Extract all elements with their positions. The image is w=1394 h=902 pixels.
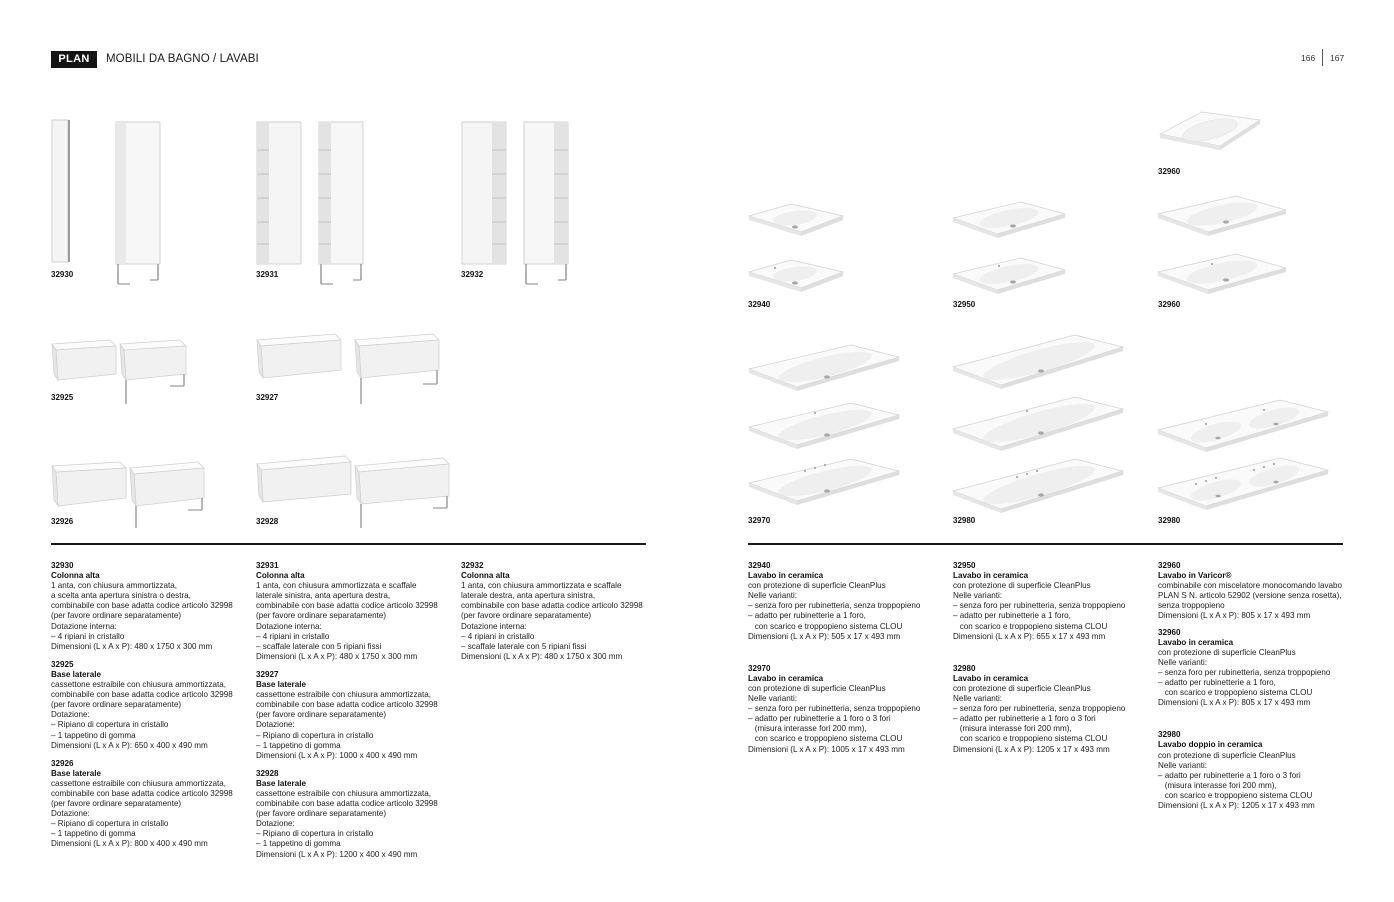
description-line: combinabile con base adatta codice articolo 32998 — [51, 601, 233, 611]
image-label: 32970 — [748, 516, 771, 525]
product-image-32927 — [255, 330, 445, 410]
image-label: 32960 — [1158, 167, 1181, 176]
section-divider-right — [748, 543, 1343, 545]
description-line: combinabile con base adatta codice articolo 32998 — [256, 601, 438, 611]
description-line: con scarico e troppopieno sistema CLOU — [953, 734, 1108, 744]
description-column — [953, 561, 1148, 777]
description-line: Nelle varianti: — [1158, 760, 1208, 770]
image-label: 32940 — [748, 300, 771, 309]
product-image-32980-double — [1156, 398, 1332, 516]
description-line: combinabile con base adatta codice articolo 32998 — [51, 788, 233, 798]
product-description — [1158, 628, 1353, 709]
product-name: Lavabo in ceramica — [1158, 637, 1234, 647]
page-number-left: 166 — [1301, 53, 1316, 63]
product-code: 32927 — [256, 669, 279, 679]
description-line: (per favore ordinare separatamente) — [51, 611, 182, 621]
description-line: con protezione di superficie CleanPlus — [1158, 647, 1296, 657]
page-title: MOBILI DA BAGNO / LAVABI — [106, 53, 259, 65]
description-line: – adatto per rubinetterie a 1 foro o 3 fori — [953, 714, 1096, 724]
description-line: con scarico e troppopieno sistema CLOU — [1158, 790, 1313, 800]
description-line: – Ripiano di copertura in cristallo — [256, 829, 374, 839]
description-line: (misura interasse fori 200 mm), — [1158, 780, 1277, 790]
description-line: – adatto per rubinetterie a 1 foro, — [953, 611, 1071, 621]
description-line: combinabile con base adatta codice articolo 32998 — [256, 700, 438, 710]
product-code: 32926 — [51, 758, 74, 768]
description-line: combinabile con base adatta codice articolo 32998 — [256, 799, 438, 809]
description-line: (per favore ordinare separatamente) — [51, 799, 182, 809]
description-line: (misura interasse fori 200 mm), — [953, 724, 1072, 734]
product-name: Base laterale — [51, 768, 101, 778]
product-description — [1158, 561, 1353, 622]
description-line: Dimensioni (L x A x P): 1005 x 17 x 493 mm — [748, 744, 905, 754]
product-code: 32932 — [461, 561, 484, 570]
description-line: Dotazione: — [51, 710, 90, 720]
description-line: – 1 tappetino di gomma — [256, 740, 341, 750]
product-code: 32931 — [256, 561, 279, 570]
product-name: Lavabo in Varicor® — [1158, 571, 1232, 581]
description-line: Nelle varianti: — [953, 694, 1003, 704]
description-line: 1 anta, con chiusura ammortizzata e scaffale — [256, 581, 417, 591]
product-name: Lavabo in ceramica — [953, 673, 1029, 683]
description-line: (misura interasse fori 200 mm), — [748, 724, 867, 734]
description-line: – scaffale laterale con 5 ripiani fissi — [461, 641, 587, 651]
description-line: – Ripiano di copertura in cristallo — [51, 720, 169, 730]
product-name: Base laterale — [51, 669, 101, 679]
product-name: Base laterale — [256, 778, 306, 788]
description-line: cassettone estraibile con chiusura ammortizzata, — [256, 690, 431, 700]
description-line: Dimensioni (L x A x P): 650 x 400 x 490 mm — [51, 740, 208, 750]
description-line: Dimensioni (L x A x P): 1205 x 17 x 493 mm — [1158, 800, 1315, 810]
product-name: Colonna alta — [461, 571, 510, 581]
description-line: – scaffale laterale con 5 ripiani fissi — [256, 641, 382, 651]
image-label: 32926 — [51, 517, 74, 526]
product-code: 32928 — [256, 768, 279, 778]
description-column — [1158, 561, 1353, 819]
description-line: (per favore ordinare separatamente) — [51, 700, 182, 710]
description-line: Dimensioni (L x A x P): 480 x 1750 x 300 mm — [256, 651, 418, 661]
product-name: Lavabo in ceramica — [748, 571, 824, 581]
description-line: con scarico e troppopieno sistema CLOU — [748, 734, 903, 744]
description-line: – 1 tappetino di gomma — [256, 839, 341, 849]
description-line: – senza foro per rubinetteria, senza troppopieno — [1158, 667, 1331, 677]
description-line: – 4 ripiani in cristallo — [461, 631, 535, 641]
product-description — [1158, 730, 1353, 811]
image-label: 32930 — [51, 270, 74, 279]
product-name: Lavabo doppio in ceramica — [1158, 740, 1263, 750]
description-line: – adatto per rubinetterie a 1 foro o 3 fori — [1158, 770, 1301, 780]
description-line: – senza foro per rubinetteria, senza troppopieno — [748, 601, 921, 611]
product-code: 32940 — [748, 561, 771, 570]
product-image-32940 — [747, 202, 847, 297]
description-line: PLAN S N. articolo 52902 (versione senza rosetta), — [1158, 591, 1342, 601]
image-label: 32950 — [953, 300, 976, 309]
product-description — [256, 769, 451, 860]
image-label: 32925 — [51, 393, 74, 402]
description-line: – senza foro per rubinetteria, senza troppopieno — [953, 704, 1126, 714]
description-line: Dotazione interna: — [256, 621, 322, 631]
product-description — [953, 561, 1148, 642]
description-line: con scarico e troppopieno sistema CLOU — [1158, 688, 1313, 698]
description-column — [748, 561, 943, 777]
description-column — [51, 561, 246, 858]
product-code: 32960 — [1158, 561, 1181, 570]
description-line: cassettone estraibile con chiusura ammortizzata, — [51, 778, 226, 788]
product-image-32950 — [951, 200, 1071, 297]
product-image-32931 — [255, 118, 370, 288]
description-line: Nelle varianti: — [1158, 657, 1208, 667]
description-line: Dimensioni (L x A x P): 805 x 17 x 493 mm — [1158, 611, 1311, 621]
product-image-32970 — [747, 343, 902, 515]
description-line: Dotazione: — [256, 819, 295, 829]
description-line: cassettone estraibile con chiusura ammortizzata, — [256, 788, 431, 798]
page-number-right: 167 — [1330, 53, 1345, 63]
product-description — [748, 561, 943, 642]
product-code: 32960 — [1158, 627, 1181, 637]
product-image-32980 — [951, 333, 1127, 515]
description-line: laterale sinistra, anta apertura destra, — [256, 591, 391, 601]
description-line: (per favore ordinare separatamente) — [256, 809, 387, 819]
product-image-32960 — [1156, 194, 1291, 298]
description-line: con scarico e troppopieno sistema CLOU — [748, 621, 903, 631]
product-image-32926 — [50, 458, 210, 533]
description-line: con protezione di superficie CleanPlus — [953, 581, 1091, 591]
description-line: – senza foro per rubinetteria, senza troppopieno — [953, 601, 1126, 611]
description-line: senza troppopieno — [1158, 601, 1225, 611]
product-image-32932 — [460, 118, 575, 288]
description-line: Dotazione: — [256, 720, 295, 730]
image-label: 32980 — [1158, 516, 1181, 525]
page-number-divider — [1322, 49, 1323, 66]
brand-badge: PLAN — [51, 51, 97, 68]
image-label: 32980 — [953, 516, 976, 525]
product-name: Lavabo in ceramica — [748, 673, 824, 683]
description-line: con protezione di superficie CleanPlus — [1158, 750, 1296, 760]
description-line: Dimensioni (L x A x P): 1205 x 17 x 493 mm — [953, 744, 1110, 754]
image-label: 32960 — [1158, 300, 1181, 309]
image-label: 32927 — [256, 393, 279, 402]
description-line: Nelle varianti: — [748, 694, 798, 704]
product-description — [461, 561, 656, 662]
product-description — [51, 561, 246, 652]
product-name: Base laterale — [256, 680, 306, 690]
description-line: (per favore ordinare separatamente) — [256, 611, 387, 621]
description-line: – 4 ripiani in cristallo — [51, 631, 125, 641]
description-line: – Ripiano di copertura in cristallo — [51, 819, 169, 829]
description-line: – adatto per rubinetterie a 1 foro, — [1158, 678, 1276, 688]
product-code: 32930 — [51, 561, 74, 570]
description-line: – adatto per rubinetterie a 1 foro o 3 fori — [748, 714, 891, 724]
description-line: a scelta anta apertura sinistra o destra, — [51, 591, 191, 601]
product-description — [256, 561, 451, 662]
description-line: 1 anta, con chiusura ammortizzata e scaffale — [461, 581, 622, 591]
product-code: 32950 — [953, 561, 976, 570]
product-description — [51, 660, 246, 751]
product-name: Colonna alta — [51, 571, 100, 581]
description-line: combinabile con miscelatore monocomando lavabo — [1158, 581, 1343, 591]
description-line: (per favore ordinare separatamente) — [461, 611, 592, 621]
product-name: Lavabo in ceramica — [953, 571, 1029, 581]
description-line: con scarico e troppopieno sistema CLOU — [953, 621, 1108, 631]
product-code: 32925 — [51, 659, 74, 669]
description-column — [256, 561, 451, 868]
product-description — [256, 670, 451, 761]
description-line: Dotazione interna: — [51, 621, 117, 631]
image-label: 32931 — [256, 270, 279, 279]
description-line: cassettone estraibile con chiusura ammortizzata, — [51, 680, 226, 690]
product-code: 32980 — [953, 663, 976, 673]
description-line: laterale destra, anta apertura sinistra, — [461, 591, 596, 601]
description-line: – 1 tappetino di gomma — [51, 829, 136, 839]
description-line: Dimensioni (L x A x P): 1000 x 400 x 490 mm — [256, 750, 418, 760]
image-label: 32928 — [256, 517, 279, 526]
description-line: Dotazione interna: — [461, 621, 527, 631]
image-label: 32932 — [461, 270, 484, 279]
description-line: Dimensioni (L x A x P): 1200 x 400 x 490 mm — [256, 849, 418, 859]
product-description — [953, 664, 1148, 755]
description-line: con protezione di superficie CleanPlus — [953, 683, 1091, 693]
description-line: con protezione di superficie CleanPlus — [748, 683, 886, 693]
product-image-32930 — [50, 118, 165, 288]
description-line: – 1 tappetino di gomma — [51, 730, 136, 740]
description-line: Dimensioni (L x A x P): 655 x 17 x 493 mm — [953, 631, 1106, 641]
description-line: – Ripiano di copertura in cristallo — [256, 730, 374, 740]
product-code: 32970 — [748, 663, 771, 673]
description-line: – adatto per rubinetterie a 1 foro, — [748, 611, 866, 621]
product-description — [748, 664, 943, 755]
description-line: combinabile con base adatta codice articolo 32998 — [461, 601, 643, 611]
description-line: Dimensioni (L x A x P): 480 x 1750 x 300 mm — [51, 641, 213, 651]
description-line: con protezione di superficie CleanPlus — [748, 581, 886, 591]
description-column — [461, 561, 656, 670]
description-line: – 4 ripiani in cristallo — [256, 631, 330, 641]
description-line: Dotazione: — [51, 809, 90, 819]
description-line: Dimensioni (L x A x P): 800 x 400 x 490 mm — [51, 839, 208, 849]
section-divider-left — [51, 543, 646, 545]
description-line: Dimensioni (L x A x P): 480 x 1750 x 300 mm — [461, 651, 623, 661]
description-line: Nelle varianti: — [748, 591, 798, 601]
description-line: Dimensioni (L x A x P): 805 x 17 x 493 mm — [1158, 698, 1311, 708]
description-line: – senza foro per rubinetteria, senza troppopieno — [748, 704, 921, 714]
description-line: 1 anta, con chiusura ammortizzata, — [51, 581, 177, 591]
description-line: combinabile con base adatta codice articolo 32998 — [51, 690, 233, 700]
description-line: Dimensioni (L x A x P): 505 x 17 x 493 mm — [748, 631, 901, 641]
product-name: Colonna alta — [256, 571, 305, 581]
product-description — [51, 759, 246, 850]
product-code: 32980 — [1158, 730, 1181, 740]
product-image-32928 — [255, 452, 455, 534]
description-line: Nelle varianti: — [953, 591, 1003, 601]
description-line: (per favore ordinare separatamente) — [256, 710, 387, 720]
product-image-32960-varicor — [1156, 106, 1266, 156]
